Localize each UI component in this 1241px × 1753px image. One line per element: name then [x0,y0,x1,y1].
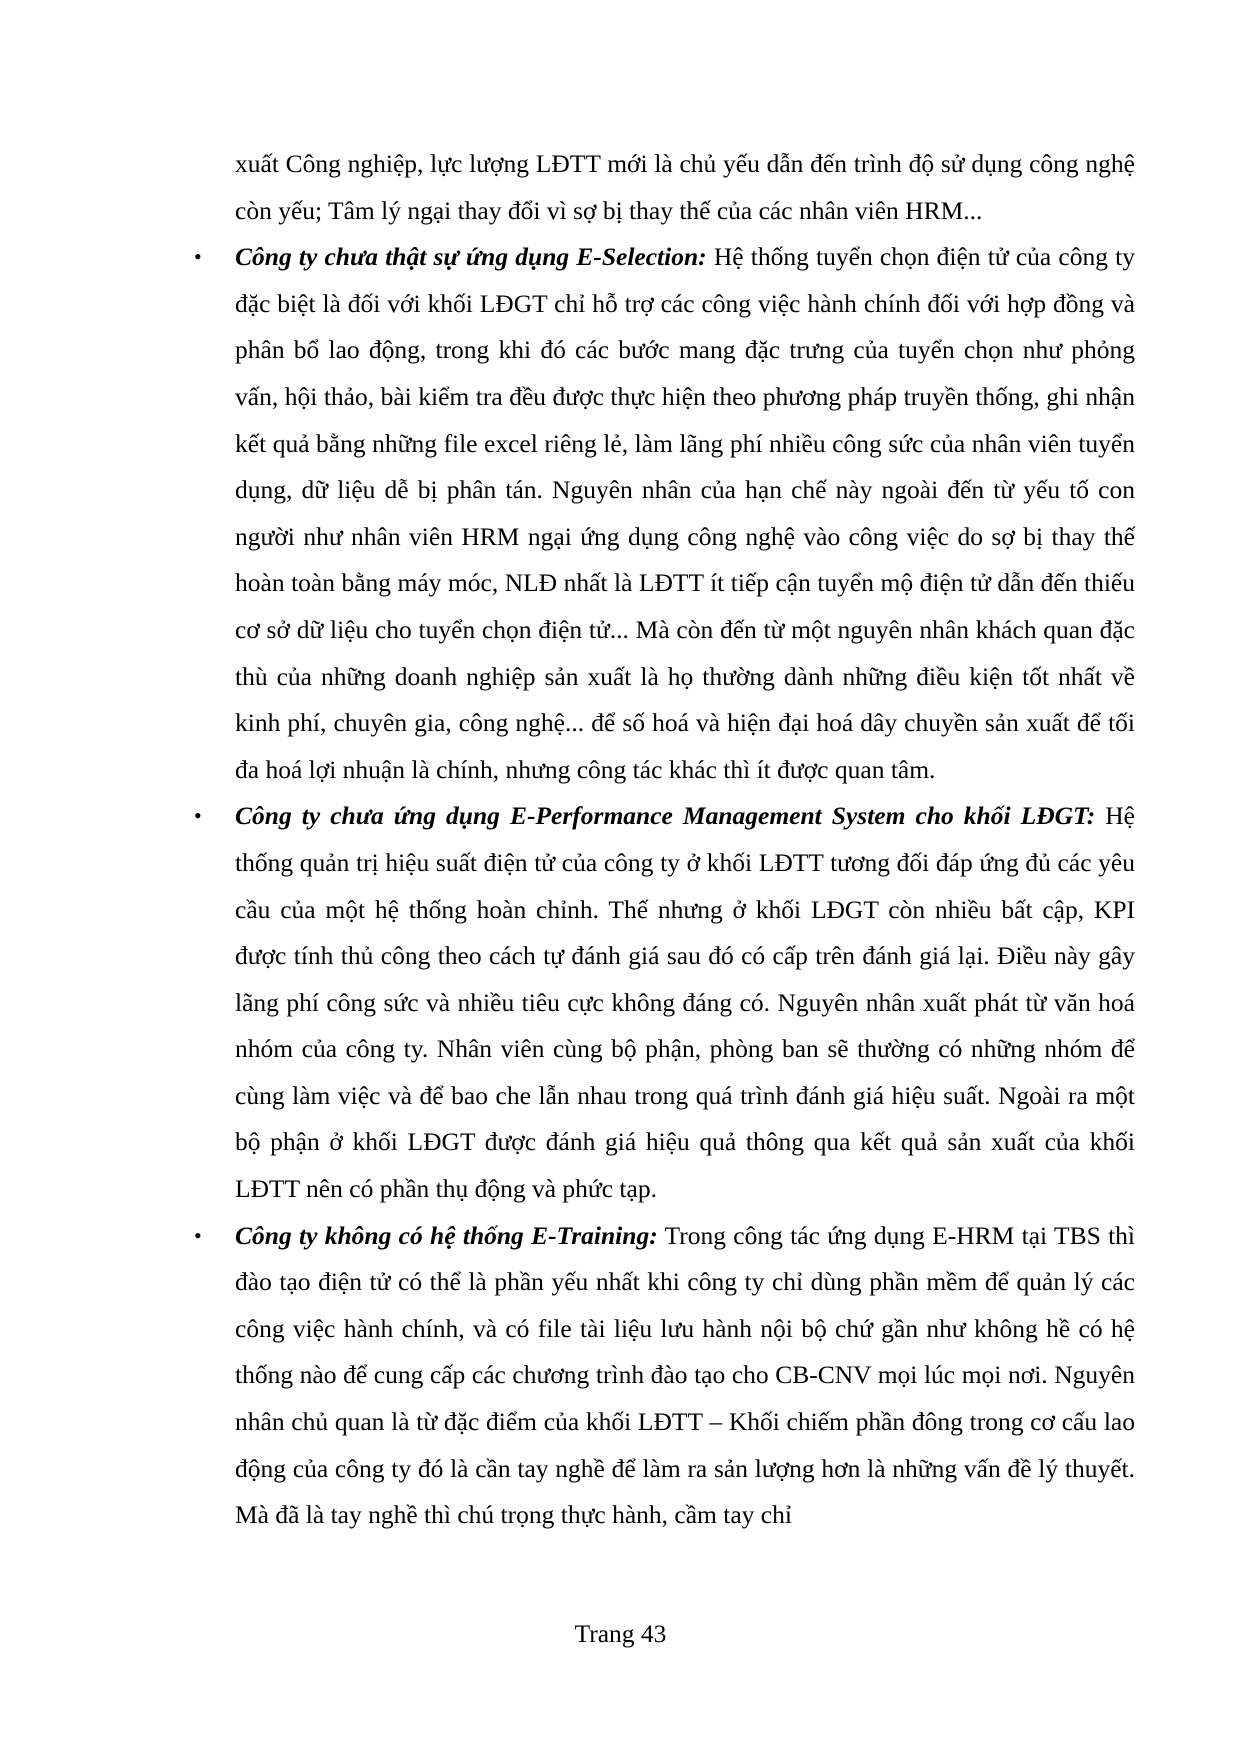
bullet-item-e-training [235,1213,1135,1539]
intro-paragraph: xuất Công nghiệp, lực lượng LĐTT mới là chủ yếu dẫn đến trình độ sử dụng công nghệ còn yếu; Tâm lý ngại thay đổi vì sợ bị thay thế của các nhân viên HRM... [235,149,1135,225]
bullet-item-e-selection [235,234,1135,793]
bullet-text: Hệ thống quản trị hiệu suất điện tử của công ty ở khối LĐTT tương đối đáp ứng đủ các yêu cầu của một hệ thống hoàn chỉnh. Thế nhưng ở khối LĐGT còn nhiều bất cập, KPI được tính thủ công theo cách tự đánh giá sau đó có cấp trên đánh giá lại. Điều này gây lãng phí công sức và nhiều tiêu cực không đáng có. Nguyên nhân xuất phát từ văn hoá nhóm của công ty. Nhân viên cùng bộ phận, phòng ban sẽ thường có những nhóm để cùng làm việc và để bao che lẫn nhau trong quá trình đánh giá hiệu suất. Ngoài ra một bộ phận ở khối LĐGT được đánh giá hiệu quả thông qua kết quả sản xuất của khối LĐTT nên có phần thụ động và phức tạp. [235,801,1136,1204]
bullet-title: Công ty không có hệ thống E-Training: [235,1220,658,1250]
bullet-item-e-performance [235,793,1135,1212]
bullet-title: Công ty chưa ứng dụng E-Performance Management System cho khối LĐGT: [235,801,1096,831]
page-number: Trang 43 [574,1619,667,1648]
bullet-text: Trong công tác ứng dụng E-HRM tại TBS thì đào tạo điện tử có thể là phần yếu nhất khi công ty chỉ dùng phần mềm để quản lý các công việc hành chính, và có file tài liệu lưu hành nội bộ chứ gần như không hề có hệ thống nào để cung cấp các chương trình đào tạo cho CB-CNV mọi lúc mọi nơi. Nguyên nhân chủ quan là từ đặc điểm của khối LĐTT – Khối chiếm phần đông trong cơ cấu lao động của công ty đó là cần tay nghề để làm ra sản lượng hơn là những vấn đề lý thuyết. Mà đã là tay nghề thì chú trọng thực hành, cầm tay chỉ [235,1220,1135,1530]
bullet-text: Hệ thống tuyển chọn điện tử của công ty đặc biệt là đối với khối LĐGT chỉ hỗ trợ các công việc hành chính đối với hợp đồng và phân bổ lao động, trong khi đó các bước mang đặc trưng của tuyển chọn như phỏng vấn, hội thảo, bài kiểm tra đều được thực hiện theo phương pháp truyền thống, ghi nhận kết quả bằng những file excel riêng lẻ, làm lãng phí nhiều công sức của nhân viên tuyển dụng, dữ liệu dễ bị phân tán. Nguyên nhân của hạn chế này ngoài đến từ yếu tố con người như nhân viên HRM ngại ứng dụng công nghệ vào công việc do sợ bị thay thế hoàn toàn bằng máy móc, NLĐ nhất là LĐTT ít tiếp cận tuyển mộ điện tử dẫn đến thiếu cơ sở dữ liệu cho tuyển chọn điện tử... Mà còn đến từ một nguyên nhân khách quan đặc thù của những doanh nghiệp sản xuất là họ thường dành những điều kiện tốt nhất về kinh phí, chuyên gia, công nghệ... để số hoá và hiện đại hoá dây chuyền sản xuất để tối đa hoá lợi nhuận là chính, nhưng công tác khác thì ít được quan tâm. [235,242,1136,784]
bullet-list [235,234,1135,1539]
bullet-title: Công ty chưa thật sự ứng dụng E-Selection: [235,242,707,272]
body-text [235,141,1135,1539]
